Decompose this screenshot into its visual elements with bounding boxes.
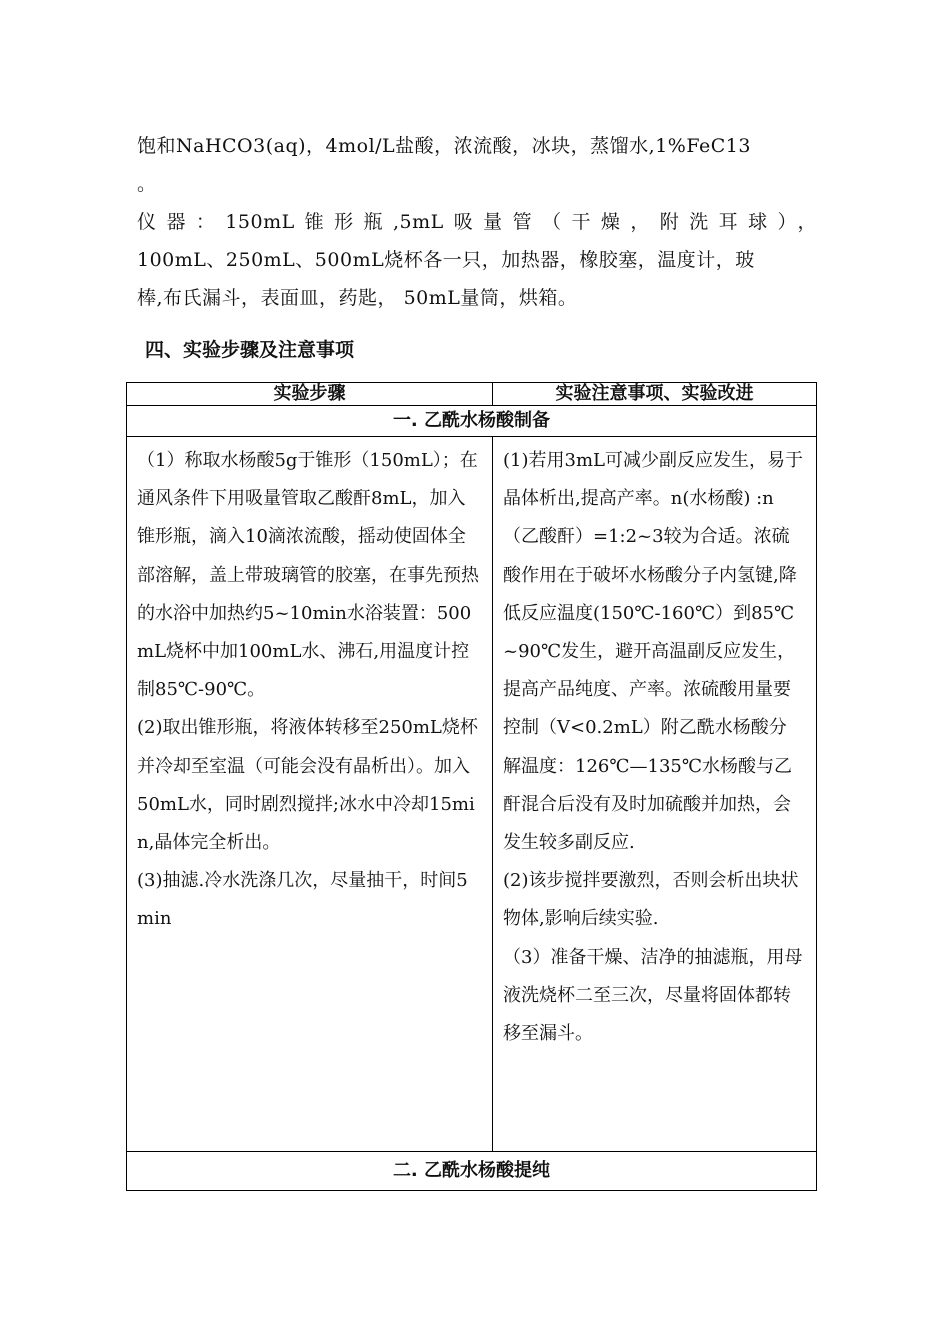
- header-notes: 实验注意事项、实验改进: [493, 383, 817, 406]
- table-header-row: [127, 383, 817, 406]
- part1-content-row: [127, 437, 817, 1152]
- step-3: (3)抽滤.冷水洗涤几次，尽量抽干，时间5min: [137, 870, 468, 930]
- part2-title: 二. 乙酰水杨酸提纯: [127, 1152, 817, 1191]
- instruments-line-2: 100mL、250mL、500mL烧杯各一只，加热器，橡胶塞，温度计，玻: [137, 249, 755, 271]
- note-2: (2)该步搅拌要激烈，否则会析出块状物体,影响后续实验.: [503, 870, 799, 930]
- part2-title-row: [127, 1152, 817, 1191]
- steps-table: [126, 382, 817, 1191]
- instruments-line-1: 仪器：150mL锥形瓶,5mL吸量管（干燥，附洗耳球），: [137, 211, 817, 233]
- instruments-line-3: 棒,布氏漏斗，表面皿，药匙， 50mL量筒，烘箱。: [137, 287, 578, 309]
- step-2: (2)取出锥形瓶，将液体转移至250mL烧杯并冷却至室温（可能会没有晶析出）。加入50mL水，同时剧烈搅拌;冰水中冷却15min,晶体完全析出。: [137, 717, 478, 854]
- note-1: (1)若用3mL可减少副反应发生，易于晶体析出,提高产率。n(水杨酸) :n（乙酸酐）=1:2~3较为合适。浓硫酸作用在于破坏水杨酸分子内氢键,降低反应温度(150℃-160℃）到85℃~90℃发生，避开高温副反应发生，提高产品纯度、产率。浓硫酸用量要控制（V<0.2mL）附乙酰水杨酸分解温度：126℃—135℃水杨酸与乙酐混合后没有及时加硫酸并加热，会发生较多副反应.: [503, 450, 803, 854]
- reagents-line-1: 饱和NaHCO3(aq)，4mol/L盐酸，浓流酸，冰块，蒸馏水,1%FeC13: [137, 135, 751, 157]
- part1-title-row: [127, 406, 817, 437]
- intro-text: [137, 127, 817, 317]
- header-steps: 实验步骤: [127, 383, 493, 406]
- step-1: （1）称取水杨酸5g于锥形（150mL）；在通风条件下用吸量管取乙酸酐8mL，加入锥形瓶，滴入10滴浓流酸，摇动使固体全部溶解，盖上带玻璃管的胶塞，在事先预热的水浴中加热约5~10min水浴装置：500mL烧杯中加100mL水、沸石,用温度计控制85℃-90℃。: [137, 450, 479, 701]
- note-3: （3）准备干燥、洁净的抽滤瓶，用母液洗烧杯二至三次，尽量将固体都转移至漏斗。: [503, 946, 803, 1045]
- reagents-line-2: 。: [137, 173, 157, 195]
- part1-notes-cell: [493, 437, 817, 1152]
- part1-steps-cell: [127, 437, 493, 1152]
- part1-title: 一. 乙酰水杨酸制备: [127, 406, 817, 437]
- section-heading: 四、实验步骤及注意事项: [145, 339, 355, 361]
